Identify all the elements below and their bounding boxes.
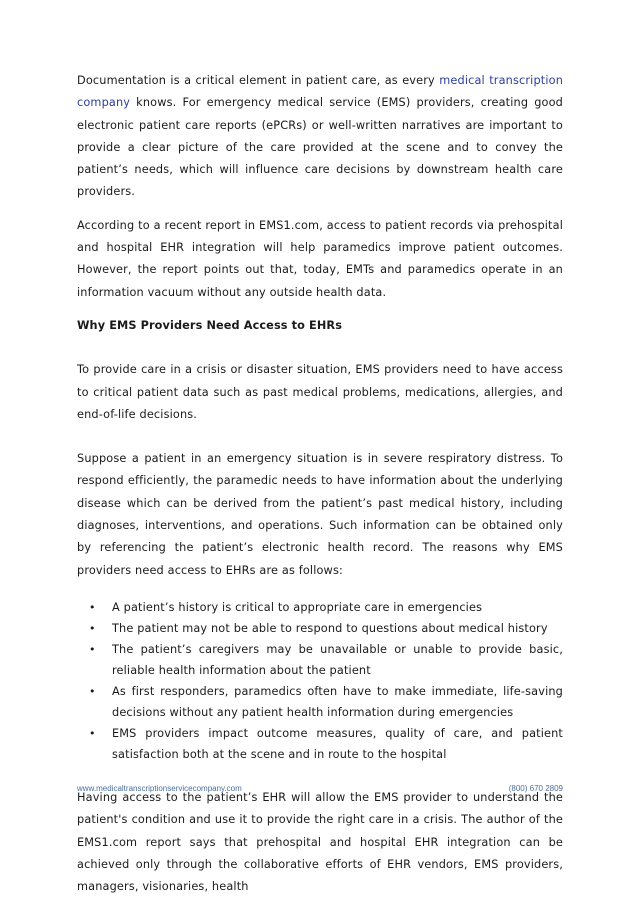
bullet-icon: • (89, 684, 96, 698)
intro-text-start: Documentation is a critical element in patient care, as every (77, 74, 440, 87)
report-paragraph: According to a recent report in EMS1.com, access to patient records via prehospital and hospital EHR integration will help paramedics improve patient outcomes. However, the report points out that, today, EMTs and paramedics operate in an information vacuum without any outside health data. (77, 218, 563, 299)
list-item-text: The patient’s caregivers may be unavailable or unable to provide basic, reliable health information about the patient (112, 642, 563, 677)
bullet-icon: • (89, 600, 96, 614)
list-item (77, 618, 563, 639)
reasons-list (77, 597, 563, 765)
crisis-paragraph: To provide care in a crisis or disaster situation, EMS providers need to have access to critical patient data such as past medical problems, medications, allergies, and end-of-life decisions. (77, 363, 563, 421)
list-item-text: The patient may not be able to respond to questions about medical history (112, 621, 548, 635)
conclusion-paragraph: Having access to the patient’s EHR will allow the EMS provider to understand the patient's condition and use it to provide the right care in a crisis. The author of the EMS1.com report says that prehospital and hospital EHR integration can be achieved only through the collaborative efforts of EHR vendors, EMS providers, managers, visionaries, health (77, 790, 563, 894)
list-item (77, 639, 563, 681)
intro-text-end: knows. For emergency medical service (EMS) providers, creating good electronic patient care reports (ePCRs) or well-written narratives are important to provide a clear picture of the care provided at the scene and to convey the patient’s needs, which will influence care decisions by downstream health care providers. (77, 96, 563, 199)
list-item-text: A patient’s history is critical to appropriate care in emergencies (112, 600, 483, 614)
list-item (77, 681, 563, 723)
bullet-icon: • (89, 621, 96, 635)
intro-paragraph (77, 70, 563, 204)
section-heading: Why EMS Providers Need Access to EHRs (77, 318, 343, 332)
footer-website-link[interactable]: www.medicaltranscriptionservicecompany.com (77, 784, 242, 793)
bullet-icon: • (89, 642, 96, 656)
bullet-icon: • (89, 726, 96, 740)
page-footer (77, 784, 563, 793)
list-item-text: As first responders, paramedics often have to make immediate, life-saving decisions without any patient health information during emergencies (112, 684, 563, 719)
respiratory-paragraph: Suppose a patient in an emergency situation is in severe respiratory distress. To respond efficiently, the paramedic needs to have information about the underlying disease which can be derived from the patient’s past medical history, including diagnoses, interventions, and operations. Such information can be obtained only by referencing the patient’s electronic health record. The reasons why EMS providers need access to EHRs are as follows: (77, 452, 563, 577)
medical-transcription-company-link[interactable]: medical transcription company (77, 74, 564, 110)
document-body (77, 70, 563, 898)
list-item (77, 723, 563, 765)
footer-phone: (800) 670 2809 (508, 784, 563, 793)
list-item-text: EMS providers impact outcome measures, quality of care, and patient satisfaction both at the scene and in route to the hospital (112, 726, 563, 761)
list-item (77, 597, 563, 618)
